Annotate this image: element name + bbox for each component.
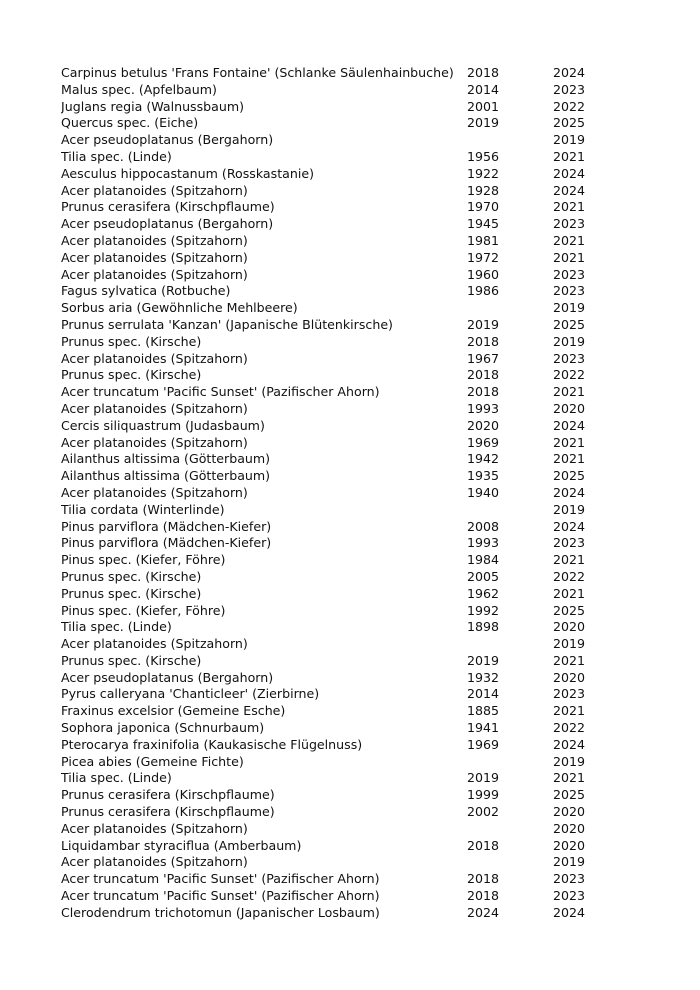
record-year-cell: 2023 [553, 350, 586, 366]
record-year-cell: 2021 [553, 585, 586, 601]
record-year-cell: 2024 [553, 165, 586, 181]
tree-species-cell: Fraxinus excelsior (Gemeine Esche) [61, 703, 286, 719]
planting-year-cell: 1970 [467, 199, 500, 215]
record-year-cell: 2020 [553, 804, 586, 820]
table-row [61, 166, 613, 183]
tree-species-cell: Carpinus betulus 'Frans Fontaine' (Schlanke Säulenhainbuche) [61, 65, 454, 80]
record-year-cell: 2022 [553, 568, 586, 584]
record-year-cell: 2019 [553, 636, 586, 652]
table-row [61, 468, 613, 485]
tree-species-cell: Tilia spec. (Linde) [61, 619, 172, 635]
tree-species-cell: Clerodendrum trichotomun (Japanischer Losbaum) [61, 904, 380, 920]
planting-year-cell: 2018 [467, 871, 500, 887]
table-row [61, 838, 613, 855]
record-year-cell: 2020 [553, 820, 586, 836]
tree-species-cell: Ailanthus altissima (Götterbaum) [61, 468, 271, 484]
tree-species-cell: Sorbus aria (Gewöhnliche Mehlbeere) [61, 300, 298, 316]
planting-year-cell: 2024 [467, 904, 500, 920]
record-year-cell: 2019 [553, 854, 586, 870]
record-year-cell: 2021 [553, 148, 586, 164]
planting-year-cell: 1992 [467, 602, 500, 618]
planting-year-cell: 2014 [467, 686, 500, 702]
planting-year-cell: 1999 [467, 787, 500, 803]
table-row [61, 317, 613, 334]
table-row [61, 149, 613, 166]
planting-year-cell: 1986 [467, 283, 500, 299]
tree-species-cell: Acer truncatum 'Pacific Sunset' (Pazifischer Ahorn) [61, 384, 380, 400]
record-year-cell: 2022 [553, 98, 586, 114]
planting-year-cell: 2019 [467, 316, 500, 332]
table-row [61, 300, 613, 317]
table-row [61, 720, 613, 737]
tree-species-cell: Prunus cerasifera (Kirschpflaume) [61, 804, 275, 820]
planting-year-cell: 1969 [467, 434, 500, 450]
planting-year-cell: 1984 [467, 552, 500, 568]
tree-species-cell: Pyrus calleryana 'Chanticleer' (Zierbirne) [61, 686, 320, 702]
record-year-cell: 2020 [553, 400, 586, 416]
tree-species-cell: Acer platanoides (Spitzahorn) [61, 400, 248, 416]
table-row [61, 737, 613, 754]
record-year-cell: 2023 [553, 283, 586, 299]
table-row [61, 804, 613, 821]
table-row [61, 418, 613, 435]
table-row [61, 233, 613, 250]
record-year-cell: 2024 [553, 904, 586, 920]
table-row [61, 636, 613, 653]
planting-year-cell: 2019 [467, 115, 500, 131]
record-year-cell: 2023 [553, 686, 586, 702]
tree-species-cell: Pinus parviflora (Mädchen-Kiefer) [61, 535, 272, 551]
tree-species-cell: Juglans regia (Walnussbaum) [61, 98, 245, 114]
record-year-cell: 2023 [553, 216, 586, 232]
table-row [61, 821, 613, 838]
record-year-cell: 2021 [553, 384, 586, 400]
planting-year-cell: 2002 [467, 804, 500, 820]
record-year-cell: 2020 [553, 837, 586, 853]
tree-species-cell: Cercis siliquastrum (Judasbaum) [61, 417, 265, 433]
tree-species-cell: Acer pseudoplatanus (Bergahorn) [61, 216, 274, 232]
record-year-cell: 2023 [553, 871, 586, 887]
table-row [61, 770, 613, 787]
tree-species-cell: Sophora japonica (Schnurbaum) [61, 720, 265, 736]
table-row [61, 401, 613, 418]
planting-year-cell: 2018 [467, 65, 500, 80]
table-row [61, 905, 613, 922]
planting-year-cell: 1960 [467, 266, 500, 282]
table-row [61, 435, 613, 452]
planting-year-cell: 2014 [467, 81, 500, 97]
record-year-cell: 2021 [553, 232, 586, 248]
table-row [61, 367, 613, 384]
planting-year-cell: 2018 [467, 837, 500, 853]
tree-species-cell: Picea abies (Gemeine Fichte) [61, 753, 244, 769]
record-year-cell: 2019 [553, 300, 586, 316]
planting-year-cell: 1993 [467, 535, 500, 551]
planting-year-cell: 1972 [467, 249, 500, 265]
table-row [61, 552, 613, 569]
tree-species-cell: Ailanthus altissima (Götterbaum) [61, 451, 271, 467]
planting-year-cell: 2008 [467, 518, 500, 534]
tree-species-cell: Prunus cerasifera (Kirschpflaume) [61, 199, 275, 215]
tree-species-cell: Aesculus hippocastanum (Rosskastanie) [61, 165, 314, 181]
tree-species-cell: Acer truncatum 'Pacific Sunset' (Pazifischer Ahorn) [61, 888, 380, 904]
record-year-cell: 2021 [553, 703, 586, 719]
planting-year-cell: 1928 [467, 182, 500, 198]
record-year-cell: 2024 [553, 417, 586, 433]
table-row [61, 619, 613, 636]
table-row [61, 686, 613, 703]
planting-year-cell: 2018 [467, 367, 500, 383]
tree-species-cell: Malus spec. (Apfelbaum) [61, 81, 217, 97]
record-year-cell: 2025 [553, 787, 586, 803]
tree-species-cell: Prunus spec. (Kirsche) [61, 585, 202, 601]
table-row [61, 334, 613, 351]
record-year-cell: 2021 [553, 434, 586, 450]
table-row [61, 216, 613, 233]
planting-year-cell: 1993 [467, 400, 500, 416]
planting-year-cell [467, 821, 553, 838]
tree-species-cell: Liquidambar styraciflua (Amberbaum) [61, 837, 302, 853]
table-row [61, 132, 613, 149]
table-row [61, 183, 613, 200]
planting-year-cell: 1941 [467, 720, 500, 736]
planting-year-cell: 2019 [467, 652, 500, 668]
tree-table [61, 65, 613, 922]
tree-species-cell: Acer platanoides (Spitzahorn) [61, 249, 248, 265]
table-row [61, 535, 613, 552]
planting-year-cell: 1981 [467, 232, 500, 248]
record-year-cell: 2024 [553, 736, 586, 752]
planting-year-cell: 1945 [467, 216, 500, 232]
planting-year-cell: 1885 [467, 703, 500, 719]
planting-year-cell: 1962 [467, 585, 500, 601]
planting-year-cell: 1898 [467, 619, 500, 635]
record-year-cell: 2022 [553, 367, 586, 383]
planting-year-cell [467, 854, 553, 871]
record-year-cell: 2024 [553, 518, 586, 534]
tree-species-cell: Acer platanoides (Spitzahorn) [61, 182, 248, 198]
table-row [61, 603, 613, 620]
record-year-cell: 2020 [553, 619, 586, 635]
record-year-cell: 2019 [553, 753, 586, 769]
planting-year-cell: 1942 [467, 451, 500, 467]
table-row [61, 670, 613, 687]
tree-species-cell: Quercus spec. (Eiche) [61, 115, 199, 131]
planting-year-cell: 1935 [467, 468, 500, 484]
record-year-cell: 2019 [553, 132, 586, 148]
record-year-cell: 2022 [553, 720, 586, 736]
record-year-cell: 2024 [553, 182, 586, 198]
record-year-cell: 2023 [553, 266, 586, 282]
planting-year-cell: 1969 [467, 736, 500, 752]
tree-table-body [61, 65, 613, 922]
table-row [61, 65, 613, 82]
planting-year-cell [467, 502, 553, 519]
record-year-cell: 2021 [553, 199, 586, 215]
tree-species-cell: Prunus spec. (Kirsche) [61, 333, 202, 349]
tree-species-cell: Acer truncatum 'Pacific Sunset' (Pazifischer Ahorn) [61, 871, 380, 887]
record-year-cell: 2025 [553, 468, 586, 484]
table-row [61, 99, 613, 116]
tree-species-cell: Pinus spec. (Kiefer, Föhre) [61, 602, 226, 618]
record-year-cell: 2025 [553, 115, 586, 131]
tree-species-cell: Fagus sylvatica (Rotbuche) [61, 283, 231, 299]
record-year-cell: 2021 [553, 249, 586, 265]
record-year-cell: 2021 [553, 652, 586, 668]
planting-year-cell: 2019 [467, 770, 500, 786]
tree-species-cell: Acer platanoides (Spitzahorn) [61, 434, 248, 450]
planting-year-cell: 1940 [467, 484, 500, 500]
tree-species-cell: Acer platanoides (Spitzahorn) [61, 820, 248, 836]
table-row [61, 519, 613, 536]
planting-year-cell: 1967 [467, 350, 500, 366]
planting-year-cell: 2018 [467, 384, 500, 400]
planting-year-cell: 2018 [467, 888, 500, 904]
tree-species-cell: Prunus spec. (Kirsche) [61, 652, 202, 668]
tree-species-cell: Pinus parviflora (Mädchen-Kiefer) [61, 518, 272, 534]
planting-year-cell: 1932 [467, 669, 500, 685]
table-row [61, 787, 613, 804]
table-row [61, 754, 613, 771]
tree-species-cell: Acer platanoides (Spitzahorn) [61, 636, 248, 652]
planting-year-cell [467, 636, 553, 653]
tree-species-cell: Prunus spec. (Kirsche) [61, 367, 202, 383]
planting-year-cell: 1922 [467, 165, 500, 181]
table-row [61, 703, 613, 720]
record-year-cell: 2020 [553, 669, 586, 685]
tree-species-cell: Pterocarya fraxinifolia (Kaukasische Flügelnuss) [61, 736, 363, 752]
record-year-cell: 2024 [553, 484, 586, 500]
record-year-cell: 2019 [553, 501, 586, 517]
table-row [61, 888, 613, 905]
table-row [61, 267, 613, 284]
planting-year-cell: 1956 [467, 148, 500, 164]
table-row [61, 502, 613, 519]
record-year-cell: 2023 [553, 535, 586, 551]
table-row [61, 384, 613, 401]
tree-species-cell: Acer platanoides (Spitzahorn) [61, 350, 248, 366]
table-row [61, 351, 613, 368]
tree-species-cell: Acer platanoides (Spitzahorn) [61, 232, 248, 248]
planting-year-cell [467, 754, 553, 771]
tree-species-cell: Prunus spec. (Kirsche) [61, 568, 202, 584]
tree-species-cell: Acer platanoides (Spitzahorn) [61, 854, 248, 870]
table-row [61, 569, 613, 586]
tree-species-cell: Tilia spec. (Linde) [61, 148, 172, 164]
table-row [61, 485, 613, 502]
tree-species-cell: Acer pseudoplatanus (Bergahorn) [61, 669, 274, 685]
table-row [61, 115, 613, 132]
table-row [61, 871, 613, 888]
planting-year-cell: 2001 [467, 98, 500, 114]
tree-species-cell: Acer platanoides (Spitzahorn) [61, 484, 248, 500]
tree-species-cell: Tilia spec. (Linde) [61, 770, 172, 786]
planting-year-cell [467, 300, 553, 317]
planting-year-cell: 2018 [467, 333, 500, 349]
record-year-cell: 2024 [553, 65, 586, 80]
record-year-cell: 2021 [553, 451, 586, 467]
table-row [61, 199, 613, 216]
tree-species-cell: Prunus serrulata 'Kanzan' (Japanische Blütenkirsche) [61, 316, 393, 332]
record-year-cell: 2025 [553, 316, 586, 332]
table-row [61, 854, 613, 871]
tree-species-cell: Prunus cerasifera (Kirschpflaume) [61, 787, 275, 803]
table-row [61, 586, 613, 603]
table-row [61, 283, 613, 300]
tree-species-cell: Acer pseudoplatanus (Bergahorn) [61, 132, 274, 148]
planting-year-cell: 2005 [467, 568, 500, 584]
table-row [61, 82, 613, 99]
record-year-cell: 2019 [553, 333, 586, 349]
tree-species-cell: Acer platanoides (Spitzahorn) [61, 266, 248, 282]
record-year-cell: 2023 [553, 81, 586, 97]
record-year-cell: 2025 [553, 602, 586, 618]
table-row [61, 451, 613, 468]
record-year-cell: 2021 [553, 552, 586, 568]
tree-species-cell: Pinus spec. (Kiefer, Föhre) [61, 552, 226, 568]
planting-year-cell: 2020 [467, 417, 500, 433]
tree-species-cell: Tilia cordata (Winterlinde) [61, 501, 225, 517]
table-row [61, 653, 613, 670]
record-year-cell: 2021 [553, 770, 586, 786]
planting-year-cell [467, 132, 553, 149]
table-row [61, 250, 613, 267]
record-year-cell: 2023 [553, 888, 586, 904]
